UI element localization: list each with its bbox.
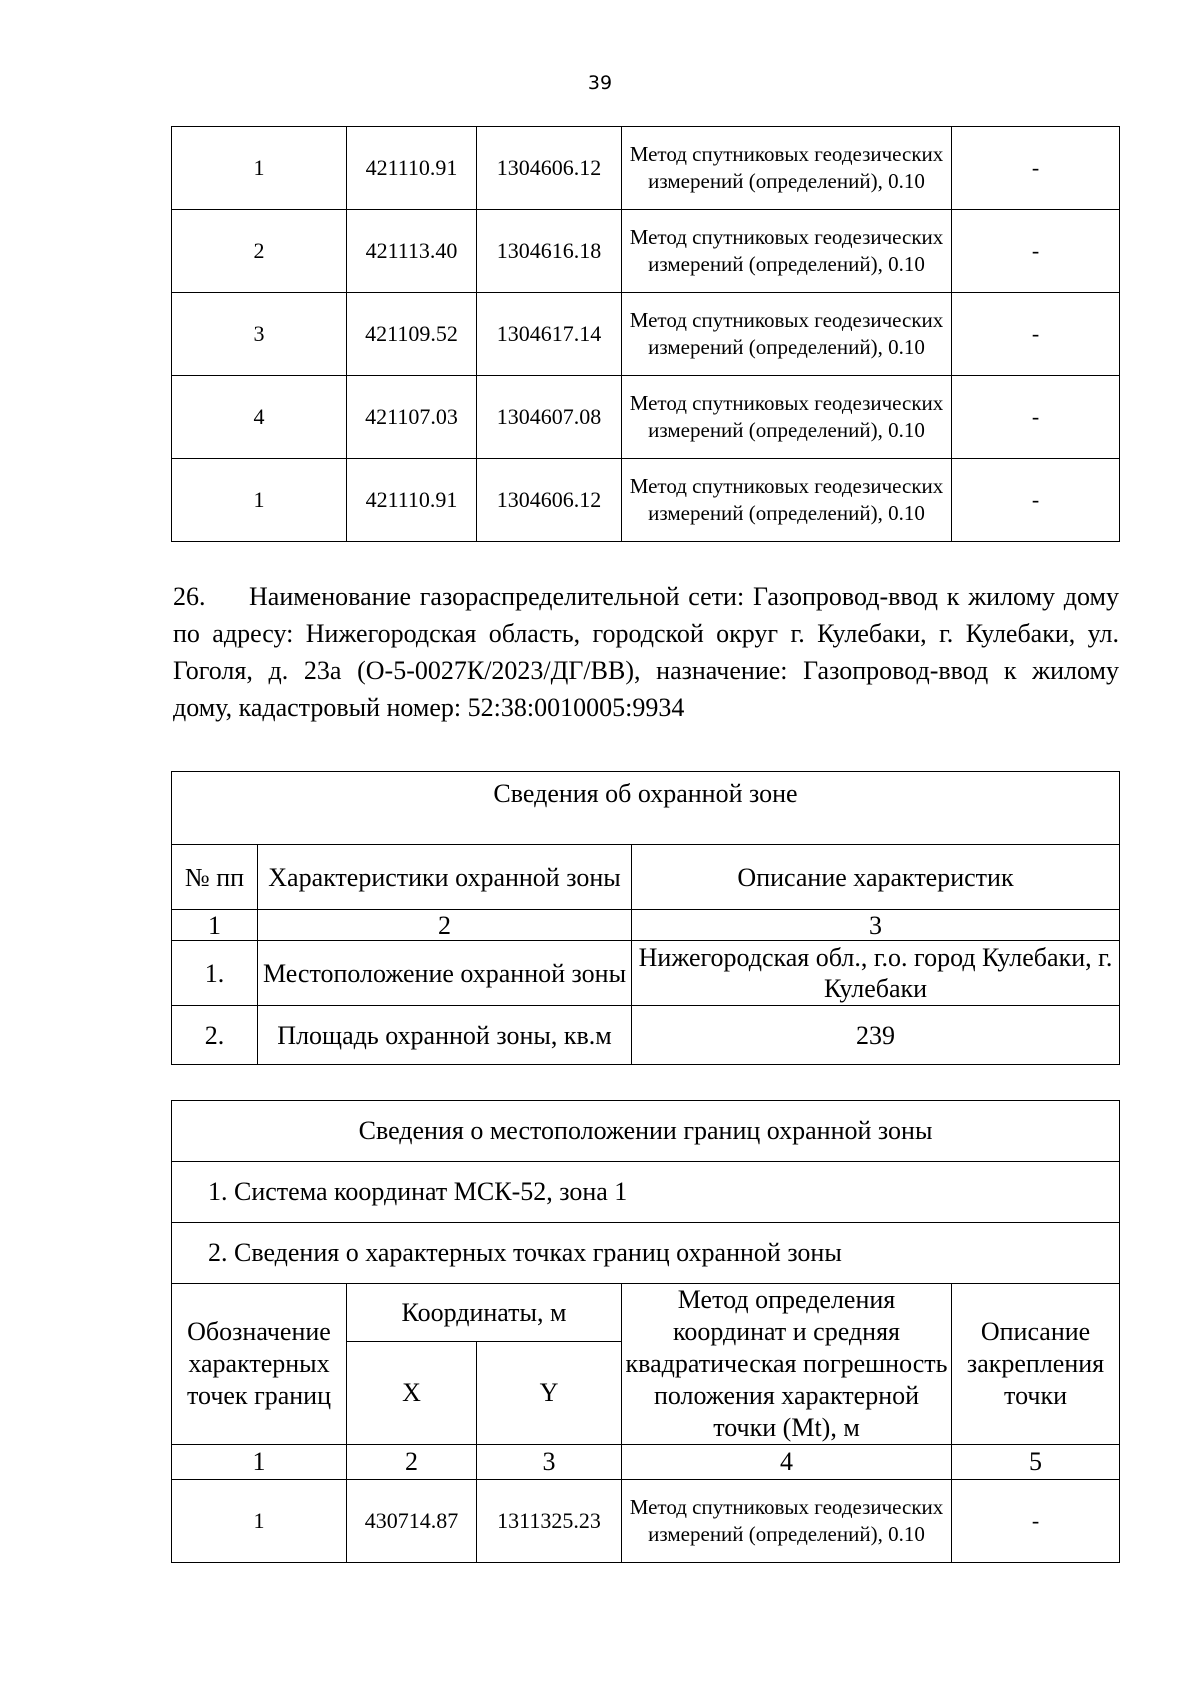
column-number: 3 bbox=[632, 910, 1120, 941]
table-row bbox=[172, 1480, 1120, 1563]
y-cell: 1311325.23 bbox=[477, 1480, 622, 1563]
fixing-cell: - bbox=[952, 210, 1120, 293]
point-cell: 2 bbox=[172, 210, 347, 293]
header-method: Метод определения координат и средняя квадратическая погрешность положения характерной точки (Mt), м bbox=[622, 1284, 952, 1445]
description-cell: 239 bbox=[632, 1006, 1120, 1065]
page-number: 39 bbox=[587, 72, 613, 94]
method-cell: Метод спутниковых геодезических измерений (определений), 0.10 bbox=[622, 127, 952, 210]
table-row bbox=[172, 293, 1120, 376]
column-number: 3 bbox=[477, 1445, 622, 1480]
description-cell: Нижегородская обл., г.о. город Кулебаки, г. Кулебаки bbox=[632, 941, 1120, 1006]
header-number: № пп bbox=[172, 845, 258, 910]
coordinates-table-body bbox=[172, 127, 1120, 542]
boundary-table-body bbox=[172, 1101, 1120, 1563]
header-characteristics: Характеристики охранной зоны bbox=[258, 845, 632, 910]
row-number: 1. bbox=[172, 941, 258, 1006]
y-cell: 1304607.08 bbox=[477, 376, 622, 459]
method-cell: Метод спутниковых геодезических измерений (определений), 0.10 bbox=[622, 459, 952, 542]
boundary-table bbox=[171, 1100, 1120, 1563]
row-number: 2. bbox=[172, 1006, 258, 1065]
characteristic-cell: Местоположение охранной зоны bbox=[258, 941, 632, 1006]
coordinates-table-continued bbox=[171, 126, 1120, 542]
y-cell: 1304617.14 bbox=[477, 293, 622, 376]
section-text: Наименование газораспределительной сети: Газопровод-ввод к жилому дому по адресу: Нижегородская область, городской округ г. Кулебаки, г. Кулебаки, ул. Гоголя, д. 23а (О-5-0027К/2023/ДГ/ВВ), назначение: Газопровод-ввод к жилому дому, кадастровый номер: 52:38:0010005:9934 bbox=[173, 582, 1119, 722]
method-cell: Метод спутниковых геодезических измерений (определений), 0.10 bbox=[622, 376, 952, 459]
points-title: 2. Сведения о характерных точках границ охранной зоны bbox=[172, 1223, 1120, 1284]
fixing-cell: - bbox=[952, 127, 1120, 210]
coordinate-system: 1. Система координат МСК-52, зона 1 bbox=[172, 1162, 1120, 1223]
column-number: 2 bbox=[258, 910, 632, 941]
fixing-cell: - bbox=[952, 459, 1120, 542]
point-cell: 1 bbox=[172, 127, 347, 210]
method-cell: Метод спутниковых геодезических измерений (определений), 0.10 bbox=[622, 293, 952, 376]
table-row bbox=[172, 459, 1120, 542]
point-cell: 3 bbox=[172, 293, 347, 376]
method-cell: Метод спутниковых геодезических измерений (определений), 0.10 bbox=[622, 1480, 952, 1563]
table-row bbox=[172, 210, 1120, 293]
header-x: X bbox=[347, 1342, 477, 1445]
column-number: 2 bbox=[347, 1445, 477, 1480]
section-number: 26. bbox=[173, 582, 206, 611]
column-number: 5 bbox=[952, 1445, 1120, 1480]
boundary-title: Сведения о местоположении границ охранной зоны bbox=[172, 1101, 1120, 1162]
point-cell: 1 bbox=[172, 459, 347, 542]
y-cell: 1304606.12 bbox=[477, 127, 622, 210]
x-cell: 430714.87 bbox=[347, 1480, 477, 1563]
zone-info-table bbox=[171, 771, 1120, 1065]
method-cell: Метод спутниковых геодезических измерений (определений), 0.10 bbox=[622, 210, 952, 293]
zone-info-title: Сведения об охранной зоне bbox=[172, 772, 1120, 845]
section-paragraph bbox=[173, 578, 1119, 726]
x-cell: 421110.91 bbox=[347, 459, 477, 542]
header-description: Описание характеристик bbox=[632, 845, 1120, 910]
characteristic-cell: Площадь охранной зоны, кв.м bbox=[258, 1006, 632, 1065]
fixing-cell: - bbox=[952, 1480, 1120, 1563]
header-point: Обозначение характерных точек границ bbox=[172, 1284, 347, 1445]
header-y: Y bbox=[477, 1342, 622, 1445]
table-row bbox=[172, 127, 1120, 210]
column-number: 4 bbox=[622, 1445, 952, 1480]
x-cell: 421109.52 bbox=[347, 293, 477, 376]
point-cell: 1 bbox=[172, 1480, 347, 1563]
column-number: 1 bbox=[172, 1445, 347, 1480]
header-coordinates: Координаты, м bbox=[347, 1284, 622, 1342]
y-cell: 1304616.18 bbox=[477, 210, 622, 293]
x-cell: 421110.91 bbox=[347, 127, 477, 210]
point-cell: 4 bbox=[172, 376, 347, 459]
header-fixing: Описание закрепления точки bbox=[952, 1284, 1120, 1445]
fixing-cell: - bbox=[952, 376, 1120, 459]
y-cell: 1304606.12 bbox=[477, 459, 622, 542]
x-cell: 421113.40 bbox=[347, 210, 477, 293]
column-number: 1 bbox=[172, 910, 258, 941]
x-cell: 421107.03 bbox=[347, 376, 477, 459]
table-row bbox=[172, 376, 1120, 459]
fixing-cell: - bbox=[952, 293, 1120, 376]
